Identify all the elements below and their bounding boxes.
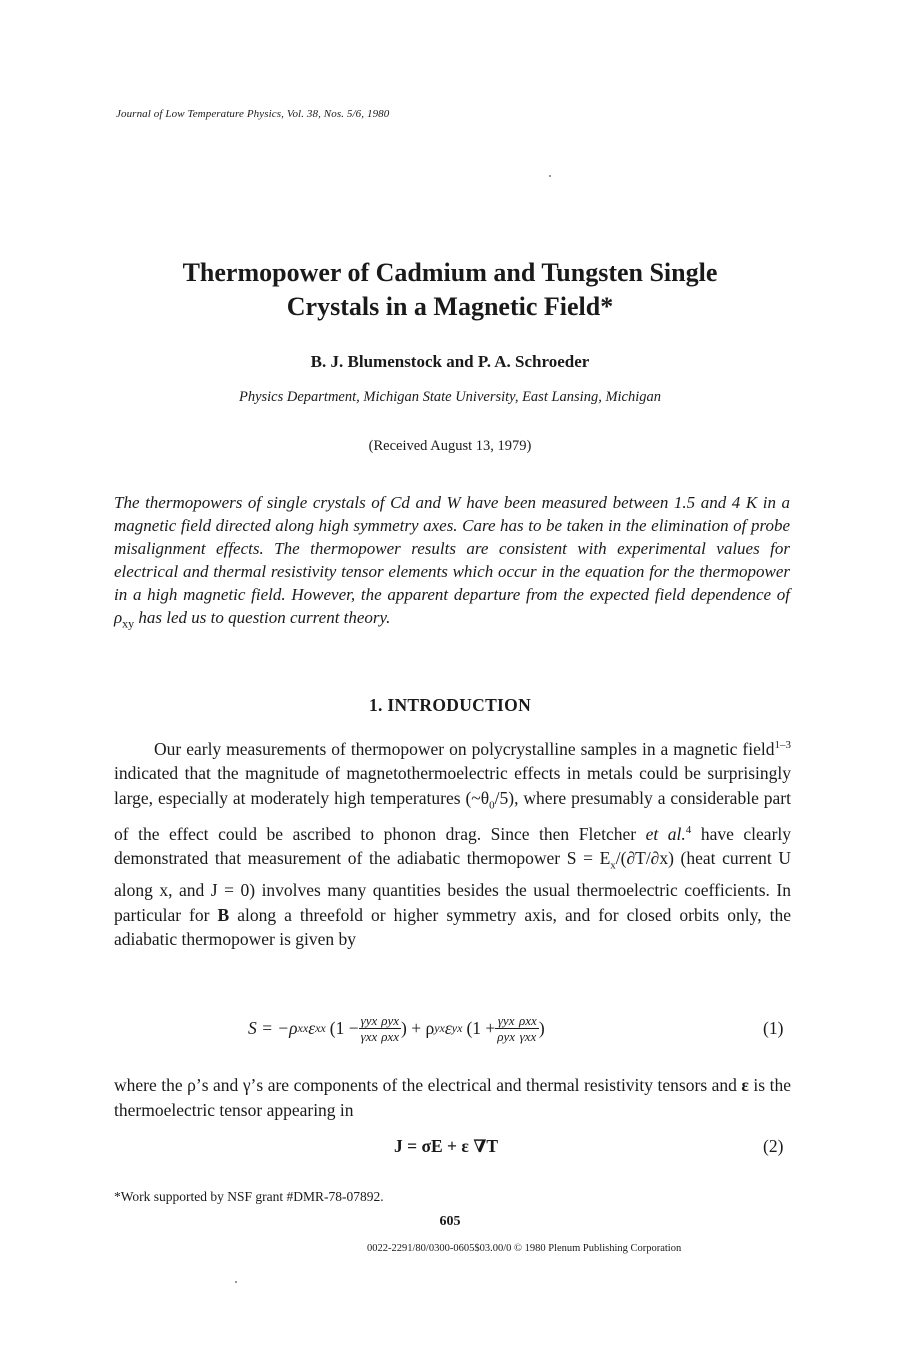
frac-num: ρyx [381,1012,400,1028]
equation-1 [248,1006,545,1050]
page-number: 605 [439,1214,461,1229]
footnote: *Work supported by NSF grant #DMR-78-07892. [114,1189,384,1204]
frac-num: ρxx [519,1012,537,1028]
ref-4: 4 [685,823,692,836]
eq1-plus: ) + ρ [401,1017,435,1038]
para2-text-b: is the thermoelectric tensor appearing in [114,1075,791,1120]
ex-sub: x [610,859,616,872]
eq1-eps-2: ε [444,1017,452,1038]
frac-den: γxx [360,1028,378,1044]
eq1-sub-yx: yx [434,1020,445,1035]
title-line-1: Thermopower of Cadmium and Tungsten Single [182,258,718,287]
eq1-frac-3 [495,1013,517,1044]
abstract-text: The thermopowers of single crystals of Cd and W have been measured between 1.5 and 4 K in a magnetic field directed along high symmetry axes. Care has to be taken in the elimination of probe misalignment effects. The thermopower results are consistent with experimental values for electrical and thermal resistivity tensor elements which occur in the equation for the thermopower in a high magnetic field. However, the apparent departure from the expected field dependence of [114,493,790,604]
authors: B. J. Blumenstock and P. A. Schroeder [310,352,590,371]
equation-2-number: (2) [763,1136,784,1156]
frac-den: ρxx [381,1028,400,1044]
eq1-close: ) [538,1017,545,1038]
eq1-sub-yx-2: yx [451,1020,463,1035]
para1-text-b: indicated that the magnitude of magnetothermoelectric effects in metals could be surprisingly large, especially at moderately high temperatures (~θ [114,763,791,808]
bold-B: B [217,904,230,925]
et-al: et al. [645,823,686,844]
title-line-2: Crystals in a Magnetic Field* [286,292,614,321]
equation-1-number: (1) [763,1018,784,1038]
eq1-sub-xx: xx [297,1020,309,1035]
theta-sub: 0 [489,799,495,812]
eq1-frac-2 [379,1013,401,1044]
copyright-line: 0022-2291/80/0300-0605$03.00/0 © 1980 Plenum Publishing Corporation [367,1243,682,1254]
bold-epsilon: ε [741,1075,749,1095]
scan-speck [235,1281,237,1283]
eq1-lhs: S = −ρ [248,1017,298,1038]
eq1-frac-1 [359,1013,380,1044]
eq1-open-2: (1 + [466,1017,496,1038]
frac-num: γyx [495,1013,517,1029]
affiliation: Physics Department, Michigan State University, East Lansing, Michigan [238,389,662,405]
para1-text-d: have clearly demonstrated that measurement of the adiabatic thermopower S = E [114,823,792,869]
section-heading: 1. INTRODUCTION [368,695,532,715]
abstract-rho-sub: xy [122,616,135,631]
intro-paragraph [114,733,791,952]
abstract-rho: ρ [114,608,123,627]
frac-num: γyx [360,1012,378,1028]
para1-text-a: Our early measurements of thermopower on polycrystalline samples in a magnetic field [154,738,775,759]
abstract [114,491,790,635]
para1-text-e: /(∂T/∂x) (heat current U along x, and J = 0) involves many quantities besides the usual thermoelectric coefficients. In particular for [114,848,791,925]
para1-text-f: along a threefold or higher symmetry axis, and for closed orbits only, the adiabatic thermopower is given by [114,904,791,950]
para1-text-c: /5), where presumably a considerable part of the effect could be ascribed to phonon drag. Since then Fletcher [114,787,791,844]
para2-text-a: where the ρ’s and γ’s are components of the electrical and thermal resistivity tensors and [114,1075,742,1095]
equation-2: J = σE + ε ∇T [394,1136,499,1156]
frac-den: γxx [519,1028,537,1044]
paper-title [100,256,800,324]
scan-speck [549,175,551,177]
eq1-open-1: (1 − [329,1017,359,1038]
received-date: (Received August 13, 1979) [368,438,532,454]
eq1-sub-xx-2: xx [315,1020,326,1035]
journal-citation: Journal of Low Temperature Physics, Vol. 38, Nos. 5/6, 1980 [116,108,390,120]
paragraph-2 [114,1073,791,1122]
abstract-end: has led us to question current theory. [138,608,391,627]
frac-den: ρyx [497,1028,516,1044]
eq1-eps: ε [308,1017,316,1038]
eq1-frac-4 [517,1013,539,1044]
ref-1-3: 1–3 [774,739,791,751]
